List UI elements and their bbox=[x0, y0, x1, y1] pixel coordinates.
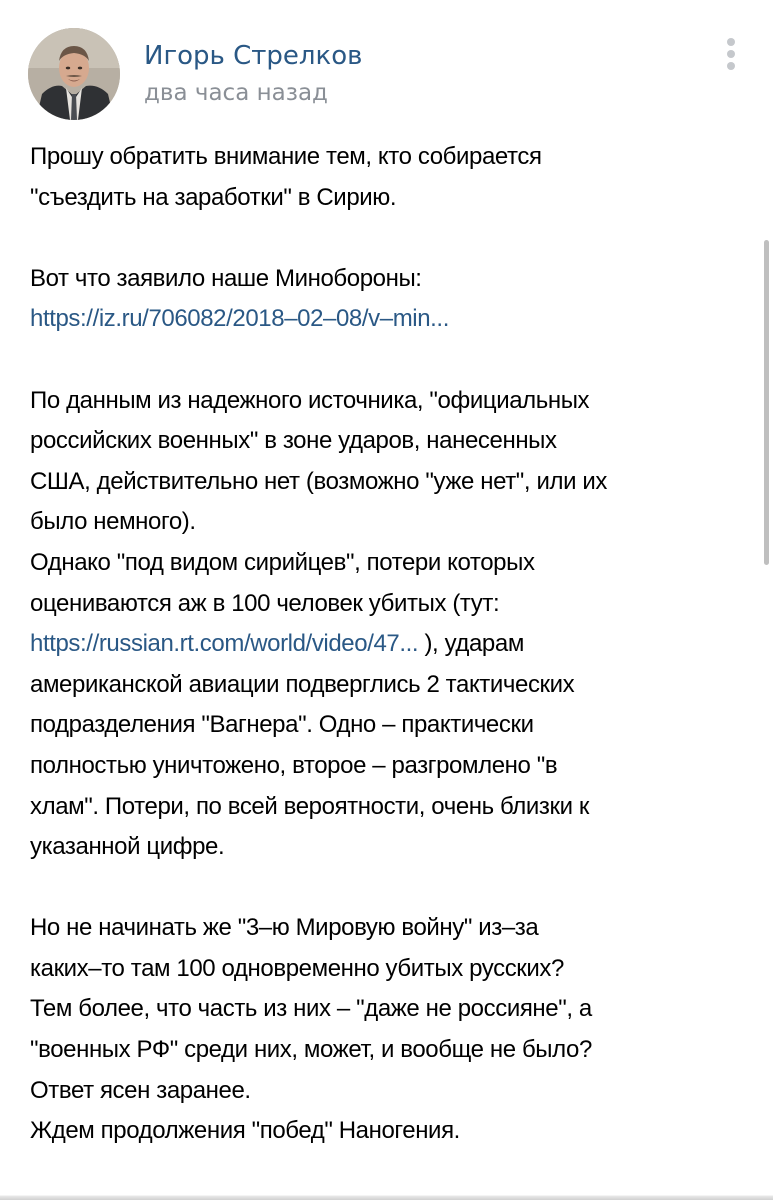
text-line: "съездить на заработки" в Сирию. bbox=[30, 183, 397, 211]
text-line: Но не начинать же "3–ю Мировую войну" из–за bbox=[30, 914, 539, 942]
text-line: Ждем продолжения "побед" Наногения. bbox=[30, 1117, 460, 1145]
text-line: полностью уничтожено, второе – разгромлено "в bbox=[30, 751, 558, 779]
more-vertical-icon[interactable] bbox=[716, 34, 746, 74]
text-line: американской авиации подверглись 2 тактических bbox=[30, 670, 575, 698]
author-name-link[interactable]: Игорь Стрелков bbox=[144, 41, 363, 71]
text-line: Тем более, что часть из них – "даже не россияне", а bbox=[30, 995, 592, 1023]
text-line: подразделения "Вагнера". Одно – практически bbox=[30, 711, 534, 739]
scrollbar-thumb[interactable] bbox=[764, 240, 769, 565]
menu-dot bbox=[727, 62, 735, 70]
menu-dot bbox=[727, 38, 735, 46]
text-line: было немного). bbox=[30, 508, 196, 536]
text-line: По данным из надежного источника, "официальных bbox=[30, 386, 590, 414]
text-line-with-link bbox=[30, 624, 755, 665]
avatar-photo bbox=[28, 28, 120, 120]
paragraph-gap bbox=[30, 218, 755, 259]
text-line: каких–то там 100 одновременно убитых русских? bbox=[30, 954, 564, 982]
text-line: указанной цифре. bbox=[30, 833, 225, 861]
text-line: российских военных" в зоне ударов, нанесенных bbox=[30, 427, 557, 455]
text-line: оцениваются аж в 100 человек убитых (тут: bbox=[30, 589, 500, 617]
iz-ru-link[interactable]: https://iz.ru/706082/2018–02–08/v–min... bbox=[30, 305, 449, 333]
text-line: хлам". Потери, по всей вероятности, очень близки к bbox=[30, 792, 589, 820]
text-line: Прошу обратить внимание тем, кто собирается bbox=[30, 143, 542, 170]
text-line: "военных РФ" среди них, может, и вообще не было? bbox=[30, 1036, 592, 1064]
text-line: Ответ ясен заранее. bbox=[30, 1076, 251, 1104]
post-text bbox=[30, 137, 755, 1152]
rt-com-link[interactable]: https://russian.rt.com/world/video/47... bbox=[30, 630, 419, 658]
text-line: Вот что заявило наше Минобороны: bbox=[30, 264, 422, 292]
text-line: Однако "под видом сирийцев", потери которых bbox=[30, 548, 535, 576]
author-avatar[interactable] bbox=[28, 28, 120, 120]
text-line: США, действительно нет (возможно "уже нет", или их bbox=[30, 467, 607, 495]
bottom-divider bbox=[0, 1190, 773, 1200]
paragraph-gap bbox=[30, 868, 755, 909]
menu-dot bbox=[727, 50, 735, 58]
post-timestamp[interactable]: два часа назад bbox=[144, 80, 328, 106]
text-fragment: ), ударам bbox=[418, 630, 524, 658]
paragraph-gap bbox=[30, 340, 755, 381]
